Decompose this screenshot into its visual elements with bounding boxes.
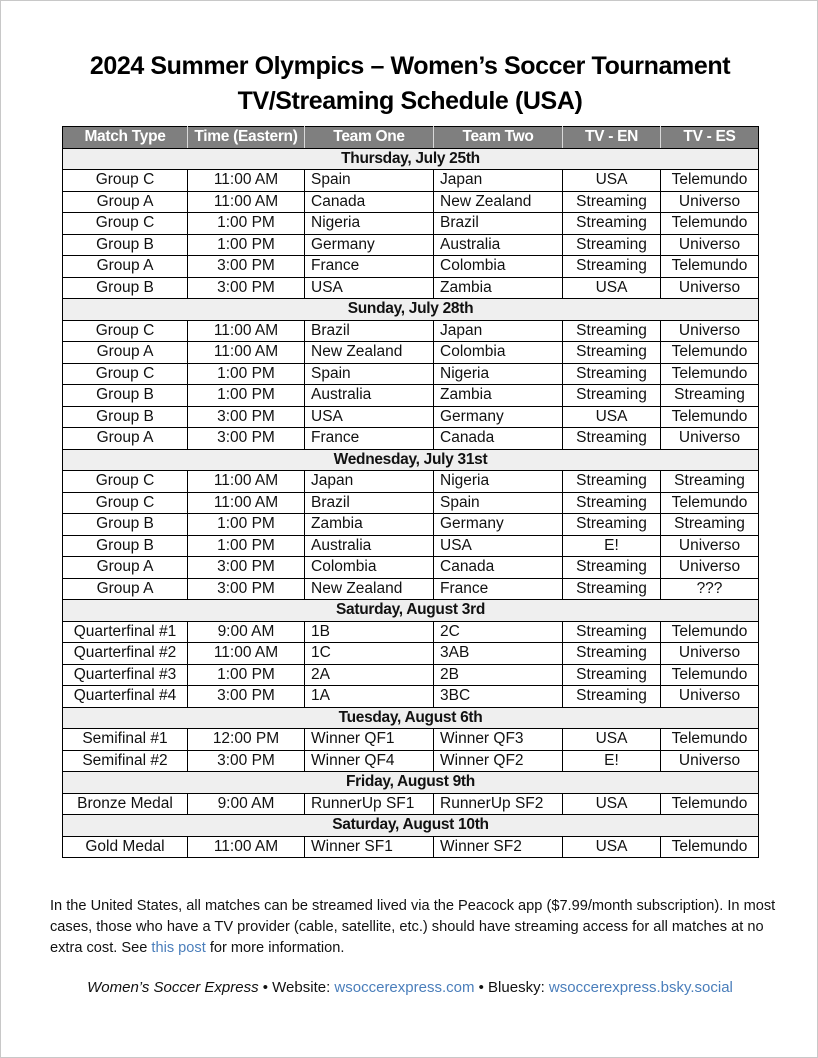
match-row [63,621,759,643]
cell-time: 11:00 AM [188,170,305,192]
website-link[interactable]: wsoccerexpress.com [334,979,475,996]
cell-match-type: Group A [63,557,188,579]
cell-tv-es: Streaming [661,385,759,407]
schedule-body [63,148,759,858]
cell-match-type: Bronze Medal [63,793,188,815]
brand-name: Women’s Soccer Express [87,979,259,996]
cell-tv-en: Streaming [563,342,661,364]
cell-tv-en: USA [563,729,661,751]
cell-time: 1:00 PM [188,234,305,256]
day-label: Thursday, July 25th [63,148,759,170]
cell-match-type: Group B [63,234,188,256]
match-row [63,557,759,579]
cell-tv-en: Streaming [563,320,661,342]
cell-time: 3:00 PM [188,256,305,278]
note-text: In the United States, all matches can be streamed lived via the Peacock app ($7.99/month subscription). In most cases, those who have a TV provider (cable, satellite, etc.) should have streaming access for all matches at no extra cost. See [50,898,776,956]
cell-tv-es: Universo [661,428,759,450]
cell-tv-en: Streaming [563,664,661,686]
match-row [63,664,759,686]
cell-tv-en: Streaming [563,471,661,493]
note-text-end: for more information. [205,940,345,956]
cell-team-two: 2C [434,621,563,643]
cell-tv-es: Telemundo [661,729,759,751]
cell-tv-en: Streaming [563,492,661,514]
day-header-row [63,772,759,794]
cell-tv-es: Streaming [661,471,759,493]
cell-tv-en: E! [563,750,661,772]
cell-team-one: Canada [305,191,434,213]
day-label: Wednesday, July 31st [63,449,759,471]
cell-team-two: Nigeria [434,363,563,385]
cell-team-one: RunnerUp SF1 [305,793,434,815]
cell-team-one: Japan [305,471,434,493]
cell-match-type: Quarterfinal #2 [63,643,188,665]
cell-team-one: Winner QF1 [305,729,434,751]
schedule-table [62,126,759,858]
cell-team-two: Germany [434,406,563,428]
cell-time: 11:00 AM [188,643,305,665]
cell-team-two: 3BC [434,686,563,708]
cell-time: 3:00 PM [188,750,305,772]
cell-team-one: France [305,256,434,278]
cell-team-two: France [434,578,563,600]
match-row [63,514,759,536]
cell-team-two: 2B [434,664,563,686]
cell-time: 11:00 AM [188,191,305,213]
match-row [63,686,759,708]
cell-tv-en: USA [563,170,661,192]
cell-tv-en: Streaming [563,363,661,385]
cell-team-two: Brazil [434,213,563,235]
cell-tv-en: Streaming [563,428,661,450]
cell-tv-es: Telemundo [661,213,759,235]
cell-team-two: New Zealand [434,191,563,213]
cell-match-type: Group A [63,578,188,600]
bluesky-link[interactable]: wsoccerexpress.bsky.social [548,979,733,996]
cell-match-type: Group C [63,363,188,385]
cell-match-type: Group C [63,213,188,235]
match-row [63,256,759,278]
cell-tv-es: Universo [661,535,759,557]
match-row [63,406,759,428]
cell-tv-en: Streaming [563,686,661,708]
match-row [63,471,759,493]
match-row [63,643,759,665]
cell-match-type: Quarterfinal #4 [63,686,188,708]
match-row [63,385,759,407]
match-row [63,428,759,450]
cell-tv-en: USA [563,793,661,815]
match-row [63,191,759,213]
cell-time: 9:00 AM [188,621,305,643]
match-row [63,277,759,299]
cell-time: 3:00 PM [188,578,305,600]
day-header-row [63,815,759,837]
cell-team-two: Zambia [434,277,563,299]
cell-team-one: Australia [305,385,434,407]
cell-tv-en: Streaming [563,213,661,235]
cell-team-one: Colombia [305,557,434,579]
match-row [63,729,759,751]
cell-team-two: Spain [434,492,563,514]
cell-tv-es: Telemundo [661,793,759,815]
cell-tv-en: Streaming [563,578,661,600]
cell-match-type: Group A [63,191,188,213]
match-row [63,363,759,385]
cell-time: 9:00 AM [188,793,305,815]
day-header-row [63,600,759,622]
cell-match-type: Group C [63,471,188,493]
cell-team-one: Germany [305,234,434,256]
column-header-team-one: Team One [305,127,434,149]
cell-time: 1:00 PM [188,535,305,557]
cell-team-two: RunnerUp SF2 [434,793,563,815]
cell-team-one: USA [305,406,434,428]
cell-tv-es: Universo [661,320,759,342]
column-header-tv-es: TV - ES [661,127,759,149]
match-row [63,578,759,600]
table-header-row [63,127,759,149]
cell-tv-en: USA [563,277,661,299]
cell-time: 11:00 AM [188,836,305,858]
day-header-row [63,449,759,471]
cell-tv-es: Universo [661,643,759,665]
cell-time: 1:00 PM [188,385,305,407]
cell-tv-es: Universo [661,686,759,708]
cell-match-type: Group C [63,492,188,514]
footer [1,979,818,996]
cell-time: 3:00 PM [188,277,305,299]
cell-tv-en: Streaming [563,643,661,665]
cell-team-one: Australia [305,535,434,557]
column-header-match-type: Match Type [63,127,188,149]
cell-team-two: 3AB [434,643,563,665]
cell-time: 3:00 PM [188,428,305,450]
cell-team-two: Zambia [434,385,563,407]
cell-tv-es: Telemundo [661,256,759,278]
cell-match-type: Semifinal #1 [63,729,188,751]
column-header-team-two: Team Two [434,127,563,149]
cell-team-one: Winner SF1 [305,836,434,858]
cell-team-two: Japan [434,170,563,192]
cell-team-two: Japan [434,320,563,342]
match-row [63,213,759,235]
cell-team-one: 1A [305,686,434,708]
cell-tv-en: Streaming [563,256,661,278]
cell-team-two: Colombia [434,342,563,364]
cell-team-two: Winner QF3 [434,729,563,751]
cell-tv-es: Universo [661,750,759,772]
cell-tv-en: USA [563,406,661,428]
cell-tv-en: Streaming [563,191,661,213]
cell-tv-en: E! [563,535,661,557]
day-label: Tuesday, August 6th [63,707,759,729]
cell-match-type: Gold Medal [63,836,188,858]
cell-team-two: Germany [434,514,563,536]
column-header-tv-en: TV - EN [563,127,661,149]
cell-team-two: Colombia [434,256,563,278]
cell-match-type: Quarterfinal #3 [63,664,188,686]
cell-team-one: Nigeria [305,213,434,235]
cell-match-type: Quarterfinal #1 [63,621,188,643]
cell-team-one: 1C [305,643,434,665]
cell-tv-en: Streaming [563,557,661,579]
cell-match-type: Group B [63,277,188,299]
match-row [63,793,759,815]
cell-team-two: Winner SF2 [434,836,563,858]
footer-separator-bluesky: • Bluesky: [474,979,549,996]
cell-tv-es: Universo [661,557,759,579]
match-row [63,234,759,256]
cell-match-type: Group A [63,428,188,450]
cell-team-one: 2A [305,664,434,686]
cell-tv-es: Telemundo [661,170,759,192]
cell-team-one: 1B [305,621,434,643]
cell-team-one: Brazil [305,320,434,342]
cell-time: 1:00 PM [188,664,305,686]
cell-time: 3:00 PM [188,557,305,579]
cell-team-two: Canada [434,428,563,450]
cell-tv-es: Streaming [661,514,759,536]
cell-tv-es: Universo [661,234,759,256]
this-post-link[interactable]: this post [151,940,206,956]
cell-tv-en: Streaming [563,514,661,536]
day-label: Saturday, August 3rd [63,600,759,622]
cell-match-type: Group B [63,514,188,536]
cell-tv-es: Telemundo [661,621,759,643]
cell-tv-es: Universo [661,191,759,213]
day-label: Friday, August 9th [63,772,759,794]
cell-time: 1:00 PM [188,213,305,235]
cell-team-one: Winner QF4 [305,750,434,772]
match-row [63,342,759,364]
footer-separator-website: • Website: [258,979,335,996]
cell-tv-en: USA [563,836,661,858]
cell-tv-en: Streaming [563,234,661,256]
cell-match-type: Group B [63,385,188,407]
match-row [63,320,759,342]
cell-team-two: Nigeria [434,471,563,493]
column-header-time: Time (Eastern) [188,127,305,149]
document-title: 2024 Summer Olympics – Women’s Soccer Tournament [89,52,731,80]
day-label: Saturday, August 10th [63,815,759,837]
cell-tv-es: Telemundo [661,492,759,514]
cell-time: 11:00 AM [188,342,305,364]
cell-time: 1:00 PM [188,363,305,385]
day-header-row [63,299,759,321]
cell-time: 11:00 AM [188,492,305,514]
cell-match-type: Group B [63,406,188,428]
cell-team-one: Spain [305,170,434,192]
document-subtitle: TV/Streaming Schedule (USA) [237,87,583,115]
cell-tv-es: Universo [661,277,759,299]
day-label: Sunday, July 28th [63,299,759,321]
cell-tv-es: Telemundo [661,363,759,385]
day-header-row [63,707,759,729]
cell-match-type: Group C [63,320,188,342]
cell-tv-en: Streaming [563,621,661,643]
cell-team-two: Australia [434,234,563,256]
cell-team-one: France [305,428,434,450]
cell-team-one: Zambia [305,514,434,536]
cell-tv-es: Telemundo [661,406,759,428]
cell-tv-en: Streaming [563,385,661,407]
match-row [63,492,759,514]
cell-tv-es: ??? [661,578,759,600]
cell-tv-es: Telemundo [661,342,759,364]
match-row [63,170,759,192]
cell-team-two: USA [434,535,563,557]
cell-team-one: USA [305,277,434,299]
cell-match-type: Group B [63,535,188,557]
match-row [63,836,759,858]
cell-team-two: Canada [434,557,563,579]
match-row [63,535,759,557]
cell-team-one: Spain [305,363,434,385]
cell-match-type: Group C [63,170,188,192]
cell-time: 12:00 PM [188,729,305,751]
cell-team-two: Winner QF2 [434,750,563,772]
cell-time: 3:00 PM [188,406,305,428]
cell-match-type: Group A [63,256,188,278]
cell-team-one: Brazil [305,492,434,514]
cell-time: 3:00 PM [188,686,305,708]
cell-time: 1:00 PM [188,514,305,536]
cell-match-type: Group A [63,342,188,364]
match-row [63,750,759,772]
streaming-note [50,896,780,959]
cell-team-one: New Zealand [305,342,434,364]
cell-tv-es: Telemundo [661,836,759,858]
cell-match-type: Semifinal #2 [63,750,188,772]
cell-time: 11:00 AM [188,320,305,342]
cell-tv-es: Telemundo [661,664,759,686]
day-header-row [63,148,759,170]
cell-team-one: New Zealand [305,578,434,600]
cell-time: 11:00 AM [188,471,305,493]
